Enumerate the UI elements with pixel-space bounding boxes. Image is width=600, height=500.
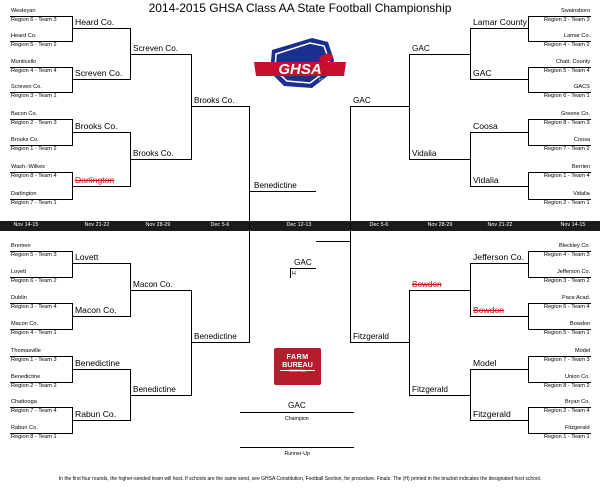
r3-left-team: Brooks Co. <box>133 149 174 158</box>
farm-bureau-logo <box>274 348 321 385</box>
champion-label: Champion <box>285 416 309 422</box>
page-title: 2014-2015 GHSA Class AA State Football Championship <box>148 1 452 15</box>
r1-right-team: Swainsboro <box>561 8 591 14</box>
round-date: Nov 21-22 <box>84 222 110 228</box>
finalist-left-line <box>249 191 316 192</box>
r1-right-region: Region 2 - Team 4 <box>544 408 590 414</box>
r1-right-region: Region 6 - Team 4 <box>544 304 590 310</box>
r1-right-region: Region 1 - Team 4 <box>544 173 590 179</box>
r1-right-region: Region 7 - Team 3 <box>544 357 590 363</box>
r1-right-region: Region 2 - Team 1 <box>544 200 590 206</box>
semis-right-connector <box>350 106 351 343</box>
final-winner: GAC <box>294 258 312 267</box>
r2-right-team: Fitzgerald <box>473 409 511 419</box>
final-host: H <box>292 271 296 277</box>
r1-left-team: Brooks Co. <box>11 137 39 143</box>
r2-left-line <box>72 132 130 133</box>
r3-right-line <box>409 290 470 291</box>
footnote: In the first four rounds, the higher-seeded team will host. If schools are the same seed, see GHSA Constitution, Football Section, for procedure. Finals: The (H) printed in the bracket indicates the designated host school. <box>58 476 542 482</box>
logo-text: GHSA <box>278 61 322 78</box>
r1-left-team: Rabun Co. <box>11 425 38 431</box>
round-date: Nov 28-29 <box>427 222 453 228</box>
r2-right-line <box>470 263 528 264</box>
r3-right-line <box>409 54 470 55</box>
r1-right-connector <box>528 407 529 434</box>
round-date: Nov 21-22 <box>487 222 513 228</box>
r2-left-team: Screven Co. <box>75 68 123 78</box>
sponsor-line3: GEORGIA <box>289 369 306 374</box>
r4-left-team: Benedictine <box>194 332 237 341</box>
r2-left-line <box>72 369 130 370</box>
r2-left-team: Rabun Co. <box>75 409 117 419</box>
r1-left-team: Lovett <box>11 269 27 275</box>
r2-right-team: Model <box>473 358 497 368</box>
r3-right-team: Vidalia <box>412 149 437 158</box>
r2-right-team: Vidalia <box>473 175 499 185</box>
r3-left-team: Macon Co. <box>133 280 173 289</box>
r1-right-connector <box>528 119 529 146</box>
r1-left-team: Bremen <box>11 243 31 249</box>
r1-right-region: Region 8 - Team 2 <box>544 383 590 389</box>
r3-right-team: GAC <box>412 44 430 53</box>
r1-left-team: Macon Co. <box>11 321 39 327</box>
logo-subtext: FOOTBALL <box>318 78 338 82</box>
r2-left-team: Heard Co. <box>75 17 115 27</box>
r2-left-team: Lovett <box>75 252 99 262</box>
runner-up-label: Runner-Up <box>284 451 310 457</box>
r1-right-team: Chatt. County <box>556 59 591 65</box>
r2-left-line <box>72 420 130 421</box>
r1-right-team: Berrien <box>572 164 591 170</box>
r1-right-connector <box>528 251 529 278</box>
r3-left-line <box>130 395 191 396</box>
r4-right-team: GAC <box>353 96 371 105</box>
r2-left-team: Benedictine <box>75 358 120 368</box>
r4-right-line <box>350 106 409 107</box>
r1-left-region: Region 8 - Team 1 <box>11 434 57 440</box>
r1-right-team: Jefferson Co. <box>557 269 591 275</box>
r2-left-line <box>72 79 130 80</box>
r1-left-region: Region 5 - Team 3 <box>11 252 57 258</box>
r1-right-region: Region 5 - Team 1 <box>544 330 590 336</box>
r1-left-region: Region 6 - Team 2 <box>11 278 57 284</box>
r3-left-connector <box>191 54 192 160</box>
r1-left-region: Region 3 - Team 1 <box>11 93 57 99</box>
r4-right-line <box>350 342 409 343</box>
r1-left-team: Heard Co. <box>11 33 37 39</box>
r3-left-team: Screven Co. <box>133 44 179 53</box>
r2-left-line <box>72 28 130 29</box>
round-date: Nov 28-29 <box>145 222 171 228</box>
r1-right-region: Region 5 - Team 4 <box>544 68 590 74</box>
r1-right-team: Fitzgerald <box>565 425 590 431</box>
r2-right-connector <box>470 369 471 421</box>
r1-left-team: Chattooga <box>11 399 37 405</box>
r2-right-team: Coosa <box>473 121 498 131</box>
r1-left-connector <box>72 251 73 278</box>
r2-left-team: Brooks Co. <box>75 121 118 131</box>
r1-left-connector <box>72 67 73 93</box>
r2-right-line <box>470 369 528 370</box>
r1-left-region: Region 4 - Team 1 <box>11 330 57 336</box>
r2-right-line <box>470 79 528 80</box>
r1-right-team: Vidalia <box>573 191 590 197</box>
r2-left-team: Darlington <box>75 175 115 185</box>
r1-left-region: Region 5 - Team 2 <box>11 42 57 48</box>
r3-left-line <box>130 159 191 160</box>
sponsor-line1: FARM <box>286 352 309 361</box>
r1-right-region: Region 3 - Team 2 <box>544 278 590 284</box>
r2-left-team: Macon Co. <box>75 305 117 315</box>
r3-right-line <box>409 159 470 160</box>
sponsor-divider <box>280 370 315 371</box>
r3-right-connector <box>409 290 410 396</box>
ghsa-logo-icon <box>250 30 350 98</box>
r1-left-connector <box>72 16 73 42</box>
r2-right-team: Jefferson Co. <box>473 252 524 262</box>
semis-left-connector <box>249 106 250 343</box>
r3-right-line <box>409 395 470 396</box>
r1-right-region: Region 4 - Team 3 <box>544 252 590 258</box>
r1-right-team: Union Co. <box>565 374 590 380</box>
r2-left-line <box>72 316 130 317</box>
r4-left-line <box>191 106 249 107</box>
r2-right-team: Lamar County <box>473 17 527 27</box>
r1-right-region: Region 3 - Team 3 <box>544 17 590 23</box>
r1-left-team: Dublin <box>11 295 27 301</box>
r3-left-team: Benedictine <box>133 385 176 394</box>
finalist-left-team: Benedictine <box>254 181 297 190</box>
r2-right-connector <box>470 263 471 317</box>
r1-right-team: Lamar Co. <box>564 33 591 39</box>
r3-left-connector <box>191 290 192 396</box>
r2-right-team: Bowdon <box>473 305 505 315</box>
r2-right-line <box>470 316 528 317</box>
r1-right-team: Model <box>575 348 591 354</box>
r1-left-team: Bacon Co. <box>11 111 38 117</box>
r1-left-team: Thomasville <box>11 348 41 354</box>
r1-left-region: Region 1 - Team 3 <box>11 357 57 363</box>
r1-right-region: Region 7 - Team 2 <box>544 146 590 152</box>
r2-left-line <box>72 186 130 187</box>
sponsor-line2: BUREAU <box>282 360 313 370</box>
r1-left-team: Darlington <box>11 191 37 197</box>
r1-left-region: Region 2 - Team 3 <box>11 120 57 126</box>
r3-right-team: Bowdon <box>412 280 442 289</box>
final-line-left <box>290 268 291 278</box>
r2-right-line <box>470 132 528 133</box>
r3-right-team: Fitzgerald <box>412 385 448 394</box>
r1-right-connector <box>528 303 529 330</box>
round-date: Dec 12-13 <box>286 222 312 228</box>
r1-right-team: Greene Co. <box>561 111 590 117</box>
r1-left-region: Region 7 - Team 4 <box>11 408 57 414</box>
final-line <box>290 268 316 269</box>
r1-right-connector <box>528 356 529 383</box>
r1-left-team: Wash.-Wilkes <box>11 164 45 170</box>
r1-left-team: Monticello <box>11 59 37 65</box>
r3-left-line <box>130 54 191 55</box>
r1-right-region: Region 1 - Team 1 <box>544 434 590 440</box>
r2-left-line <box>72 263 130 264</box>
r2-right-line <box>470 186 528 187</box>
r1-left-region: Region 4 - Team 4 <box>11 68 57 74</box>
champion-team: GAC <box>288 401 306 410</box>
r4-right-team: Fitzgerald <box>353 332 389 341</box>
r4-left-team: Brooks Co. <box>194 96 235 105</box>
r1-right-region: Region 4 - Team 2 <box>544 42 590 48</box>
r1-left-team: Wesleyan <box>11 8 36 14</box>
r3-left-line <box>130 290 191 291</box>
round-date: Dec 5-6 <box>369 222 389 228</box>
r1-left-region: Region 8 - Team 4 <box>11 173 57 179</box>
r1-left-region: Region 1 - Team 2 <box>11 146 57 152</box>
r2-right-connector <box>470 28 471 80</box>
round-date: Nov 14-15 <box>13 222 39 228</box>
champion-line <box>240 412 354 413</box>
r4-left-line <box>191 342 249 343</box>
r1-right-team: Bleckley Co. <box>559 243 591 249</box>
round-date: Dec 5-6 <box>210 222 230 228</box>
r1-left-region: Region 7 - Team 1 <box>11 200 57 206</box>
r2-right-line <box>470 420 528 421</box>
r1-right-connector <box>528 67 529 93</box>
runner-up-line <box>240 447 354 448</box>
r1-left-region: Region 3 - Team 4 <box>11 304 57 310</box>
r1-right-team: Bowdon <box>570 321 591 327</box>
r1-right-connector <box>528 16 529 42</box>
finalist-right-line <box>316 241 350 242</box>
r1-right-connector <box>528 172 529 200</box>
r1-left-team: Screven Co. <box>11 84 42 90</box>
r1-right-team: Coosa <box>574 137 591 143</box>
r1-left-region: Region 6 - Team 3 <box>11 17 57 23</box>
round-date: Nov 14-15 <box>560 222 586 228</box>
r2-right-team: GAC <box>473 68 492 78</box>
r1-right-team: Bryan Co. <box>565 399 590 405</box>
r1-left-team: Benedictine <box>11 374 41 380</box>
r1-left-region: Region 2 - Team 2 <box>11 383 57 389</box>
r1-right-team: GACS <box>574 84 590 90</box>
r2-right-connector <box>470 132 471 187</box>
r1-right-team: Pace Acad. <box>562 295 591 301</box>
r1-right-region: Region 6 - Team 1 <box>544 93 590 99</box>
ghsa-logo <box>250 30 350 98</box>
r2-right-line <box>470 28 528 29</box>
r3-right-connector <box>409 54 410 160</box>
r1-right-region: Region 8 - Team 3 <box>544 120 590 126</box>
